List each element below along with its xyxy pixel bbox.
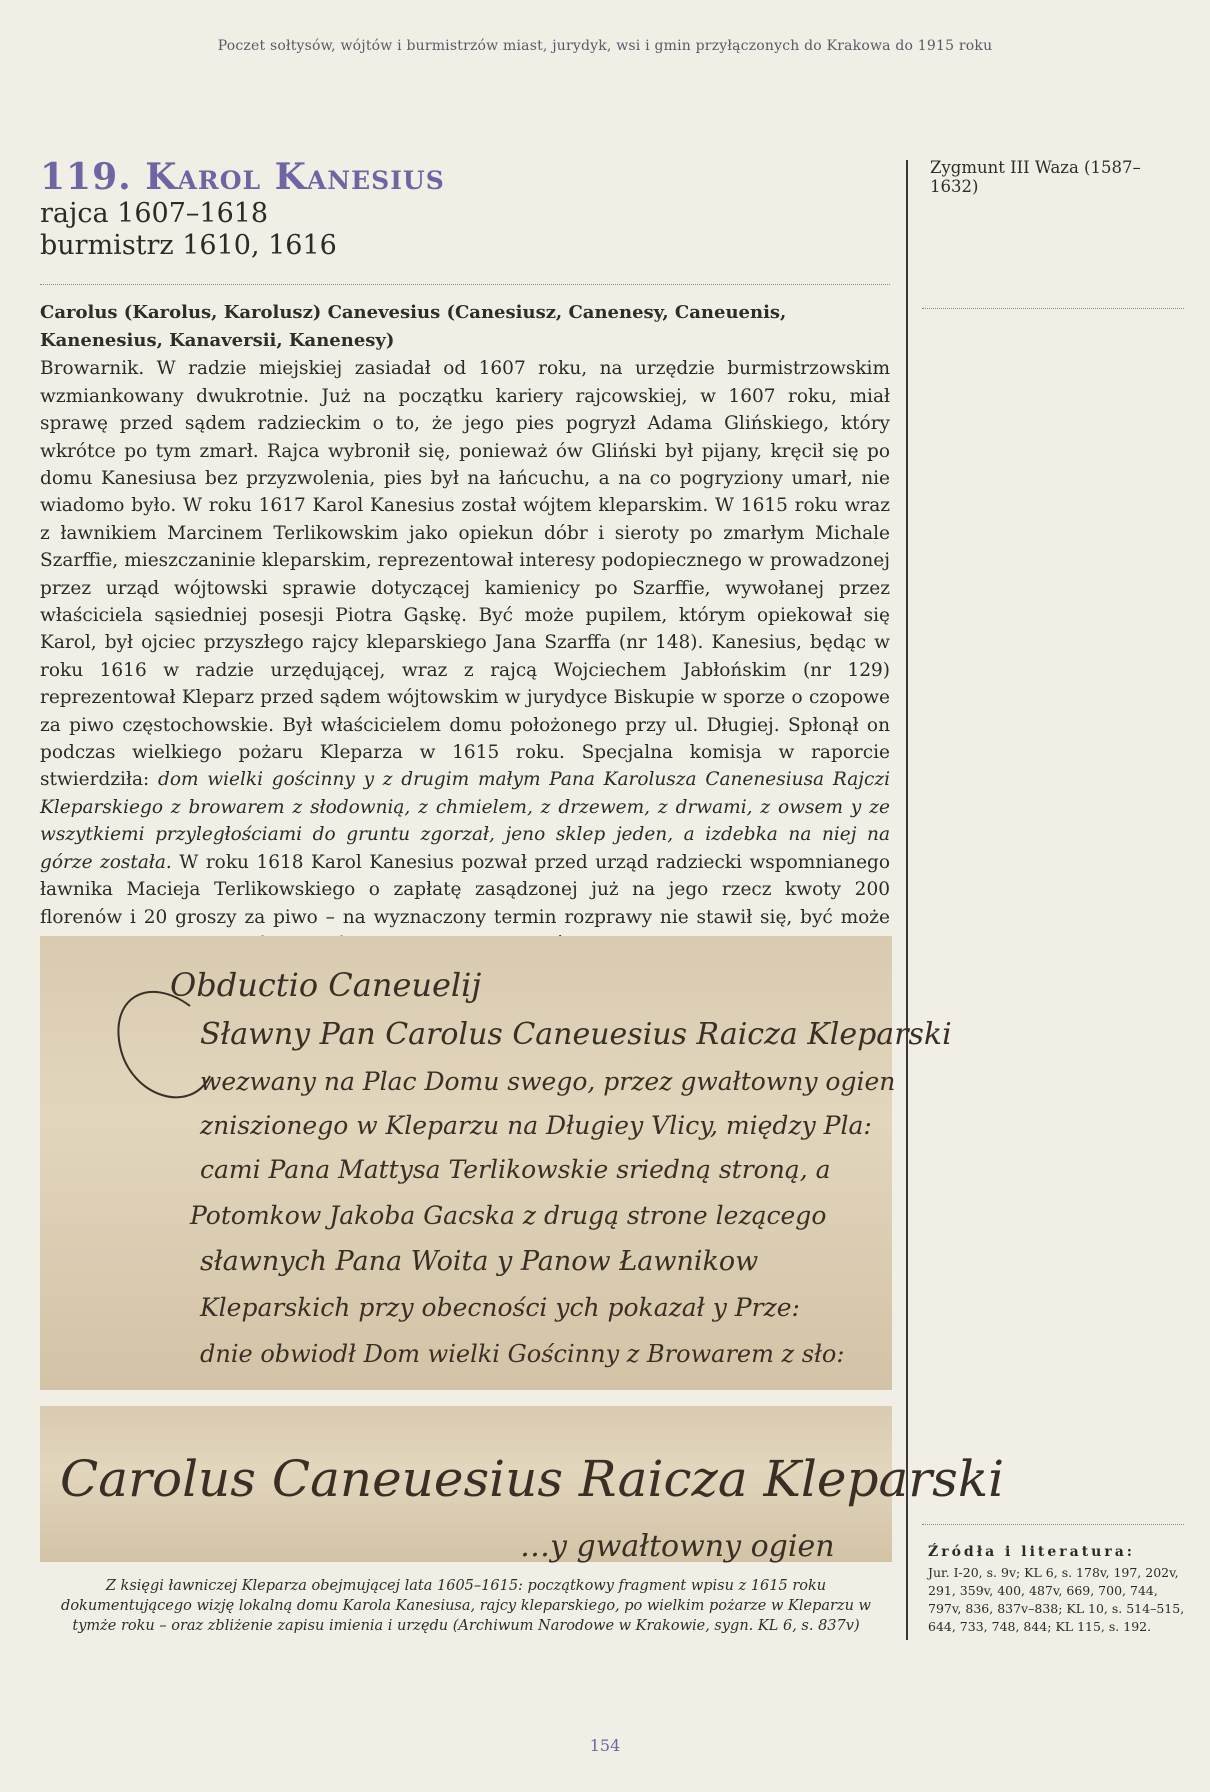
manuscript-svg-2	[40, 1406, 1005, 1564]
sources	[928, 1544, 1190, 1636]
entry-name: Karol Kanesius	[145, 156, 445, 198]
ms-line: wezwany na Plac Domu swego, przez gwałtowny ogien	[200, 1067, 896, 1096]
ms-line: cami Pana Mattysa Terlikowskie sriedną stroną, a	[200, 1155, 831, 1184]
ms-line: Sławny Pan Carolus Caneuesius Raicza Kleparski	[200, 1017, 952, 1052]
entry-main	[40, 158, 890, 986]
entry-role-mayor: burmistrz 1610, 1616	[40, 229, 337, 261]
running-header: Poczet sołtysów, wójtów i burmistrzów miast, jurydyk, wsi i gmin przyłączonych do Krakowa do 1915 roku	[217, 38, 993, 54]
sources-text: Jur. I-20, s. 9v; KL 6, s. 178v, 197, 202v, 291, 359v, 400, 487v, 669, 700, 744, 797v, 836, 837v–838; KL 10, s. 514–515, 644, 733, 748, 844; KL 115, s. 192.	[928, 1565, 1185, 1634]
entry-role-councillor: rajca 1607–1618	[40, 197, 269, 229]
ms-line: zniszionego w Kleparzu na Długiey Vlicy, między Pla:	[200, 1111, 872, 1140]
figure-caption: Z księgi ławniczej Kleparza obejmującej lata 1605–1615: początkowy fragment wpisu z 1615 roku dokumentującego wizję lokalną domu Karola Kanesiusa, rajcy kleparskiego, po wielkim pożarze w Kleparzu w tymże roku – oraz zbliżenie zapisu imienia i urzędu (Archiwum Narodowe w Krakowie, sygn. KL 6, s. 837v)	[61, 1578, 871, 1634]
entry-title	[40, 158, 890, 198]
manuscript-svg-1	[40, 936, 952, 1390]
entry-body	[40, 355, 890, 985]
ms-line: sławnych Pana Woita y Panow Ławnikow	[200, 1246, 759, 1277]
reign-label: Zygmunt III Waza (1587–1632)	[930, 158, 1141, 196]
flourish-mark	[118, 992, 210, 1097]
ms-detail-line: …y gwałtowny ogien	[520, 1529, 835, 1564]
entry-number: 119.	[40, 156, 132, 198]
page-number: 154	[589, 1736, 621, 1755]
sources-separator	[922, 1524, 1184, 1525]
ms-line: Kleparskich przy obecności ych pokazał y Prze:	[200, 1293, 800, 1322]
sidebar	[922, 158, 1184, 309]
manuscript-image-full	[40, 936, 952, 1390]
title-separator	[40, 284, 890, 285]
body-quote: dom wielki gościnny y z drugim małym Pana Karolusza Canenesiusa Rajczi Kleparskiego z browarem z słodownią, z chmielem, z drzewem, z drwami, z owsem y ze wszytkiemi przyległościami do gruntu zgorzał, jeno sklep jeden, a izdebka na niej na górze została.	[40, 769, 890, 873]
sidebar-separator	[922, 308, 1184, 309]
ms-line: Obductio Caneuelij	[170, 966, 482, 1004]
ms-detail-line: Carolus Caneuesius Raicza Kleparski	[60, 1450, 1005, 1508]
manuscript-image-detail	[40, 1406, 1005, 1564]
ms-line: dnie obwiodł Dom wielki Gościnny z Browarem z sło:	[200, 1340, 845, 1368]
body-text-1: Browarnik. W radzie miejskiej zasiadał od 1607 roku, na urzędzie burmistrzowskim wzmiankowany dwukrotnie. Już na początku kariery rajcowskiej, w 1607 roku, miał sprawę przed sądem radzieckim o to, że jego pies pogryzł Adama Glińskiego, który wkrótce po tym zmarł. Rajca wybronił się, ponieważ ów Gliński był pijany, kręcił się po domu Kanesiusa bez przyzwolenia, pies był na łańcuchu, a na co pogryziony umarł, nie wiadomo było. W roku 1617 Karol Kanesius został wójtem kleparskim. W 1615 roku wraz z ławnikiem Marcinem Terlikowskim jako opiekun dóbr i sieroty po zmarłym Michale Szarffie, mieszczaninie kleparskim, reprezentował interesy podopiecznego w prowadzonej przez urząd wójtowski sprawie dotyczącej kamienicy po Szarffie, wywołanej przez właściciela sąsiedniej posesji Piotra Gąskę. Być może pupilem, którym opiekował się Karol, był ojciec przyszłego rajcy kleparskiego Jana Szarffa (nr 148). Kanesius, będąc w roku 1616 w radzie urzędującej, wraz z rajcą Wojciechem Jabłońskim (nr 129) reprezentował Kleparz przed sądem wójtowskim w jurydyce Biskupie w sporze o czopowe za piwo częstochowskie. Był właścicielem domu położonego przy ul. Długiej. Spłonął on podczas wielkiego pożaru Kleparza w 1615 roku. Specjalna komisja w raporcie stwierdziła:	[40, 358, 890, 791]
column-divider	[906, 160, 908, 1640]
body-text-2: W roku 1618 Karol Kanesius pozwał przed urząd radziecki wspomnianego ławnika Macieja Terlikowskiego o zapłatę zasądzonej już na jego rzecz kwoty 200 florenów i 20 groszy za piwo – na wyznaczony termin rozprawy nie stawił się, być może	[40, 851, 890, 928]
ms-line: Potomkow Jakoba Gacska z drugą strone lezącego	[190, 1201, 827, 1230]
sources-title: Źródła i literatura:	[928, 1544, 1135, 1560]
name-variants: Carolus (Karolus, Karolusz) Canevesius (Canesiusz, Canenesy, Caneuenis, Kanenesius, Kanaversii, Kanenesy)	[40, 302, 787, 352]
